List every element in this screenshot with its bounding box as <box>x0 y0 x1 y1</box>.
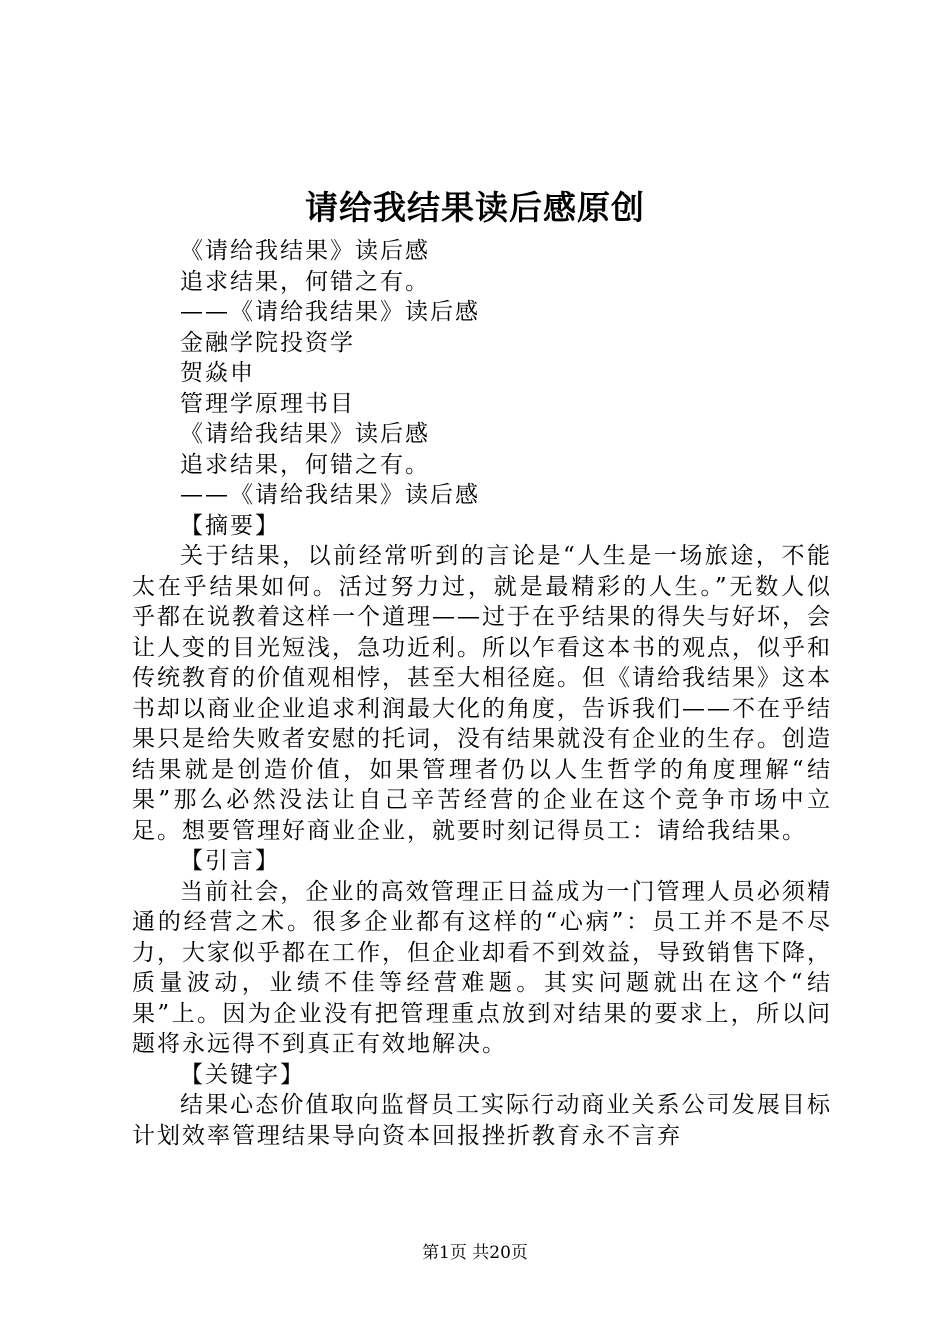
header-line: 贺焱申 <box>180 360 255 386</box>
document-body <box>132 236 832 1151</box>
header-line: 追求结果，何错之有。 <box>180 268 430 295</box>
header-line: 管理学原理书目 <box>180 390 355 417</box>
intro-heading: 【引言】 <box>180 848 280 874</box>
document-title: 请给我结果读后感原创 <box>305 188 645 227</box>
header-line: ——《请给我结果》读后感 <box>180 299 480 325</box>
header-line: 《请给我结果》读后感 <box>180 421 430 447</box>
abstract-paragraph: 关于结果，以前经常听到的言论是“人生是一场旅途，不能太在乎结果如何。活过努力过，就是最精彩的人生。”无数人似乎都在说教着这样一个道理——过于在乎结果的得失与好坏，会让人变的目光短浅，急功近利。所以乍看这本书的观点，似乎和传统教育的价值观相悖，甚至大相径庭。但《请给我结果》这本书却以商业企业追求利润最大化的角度，告诉我们——不在乎结果只是给失败者安慰的托词，没有结果就没有企业的生存。创造结果就是创造价值，如果管理者仍以人生哲学的角度理解“结果”那么必然没法让自己辛苦经营的企业在这个竞争市场中立足。想要管理好商业企业，就要时刻记得员工：请给我结果。 <box>132 543 832 844</box>
header-line: 《请给我结果》读后感 <box>180 238 430 264</box>
header-line: ——《请给我结果》读后感 <box>180 482 480 508</box>
abstract-heading: 【摘要】 <box>180 512 280 539</box>
intro-paragraph: 当前社会，企业的高效管理正日益成为一门管理人员必须精通的经营之术。很多企业都有这样的“心病”：员工并不是不尽力，大家似乎都在工作，但企业却看不到效益，导致销售下降，质量波动，业绩不佳等经营难题。其实问题就出在这个“结果”上。因为企业没有把管理重点放到对结果的要求上，所以问题将永远得不到真正有效地解决。 <box>132 878 832 1057</box>
page-footer: 第1页 共20页 <box>422 1243 528 1263</box>
keywords-paragraph: 结果心态价值取向监督员工实际行动商业关系公司发展目标计划效率管理结果导向资本回报挫折教育永不言弃 <box>132 1092 832 1149</box>
header-line: 金融学院投资学 <box>180 329 355 356</box>
header-line: 追求结果，何错之有。 <box>180 451 430 478</box>
keywords-heading: 【关键字】 <box>180 1061 305 1088</box>
